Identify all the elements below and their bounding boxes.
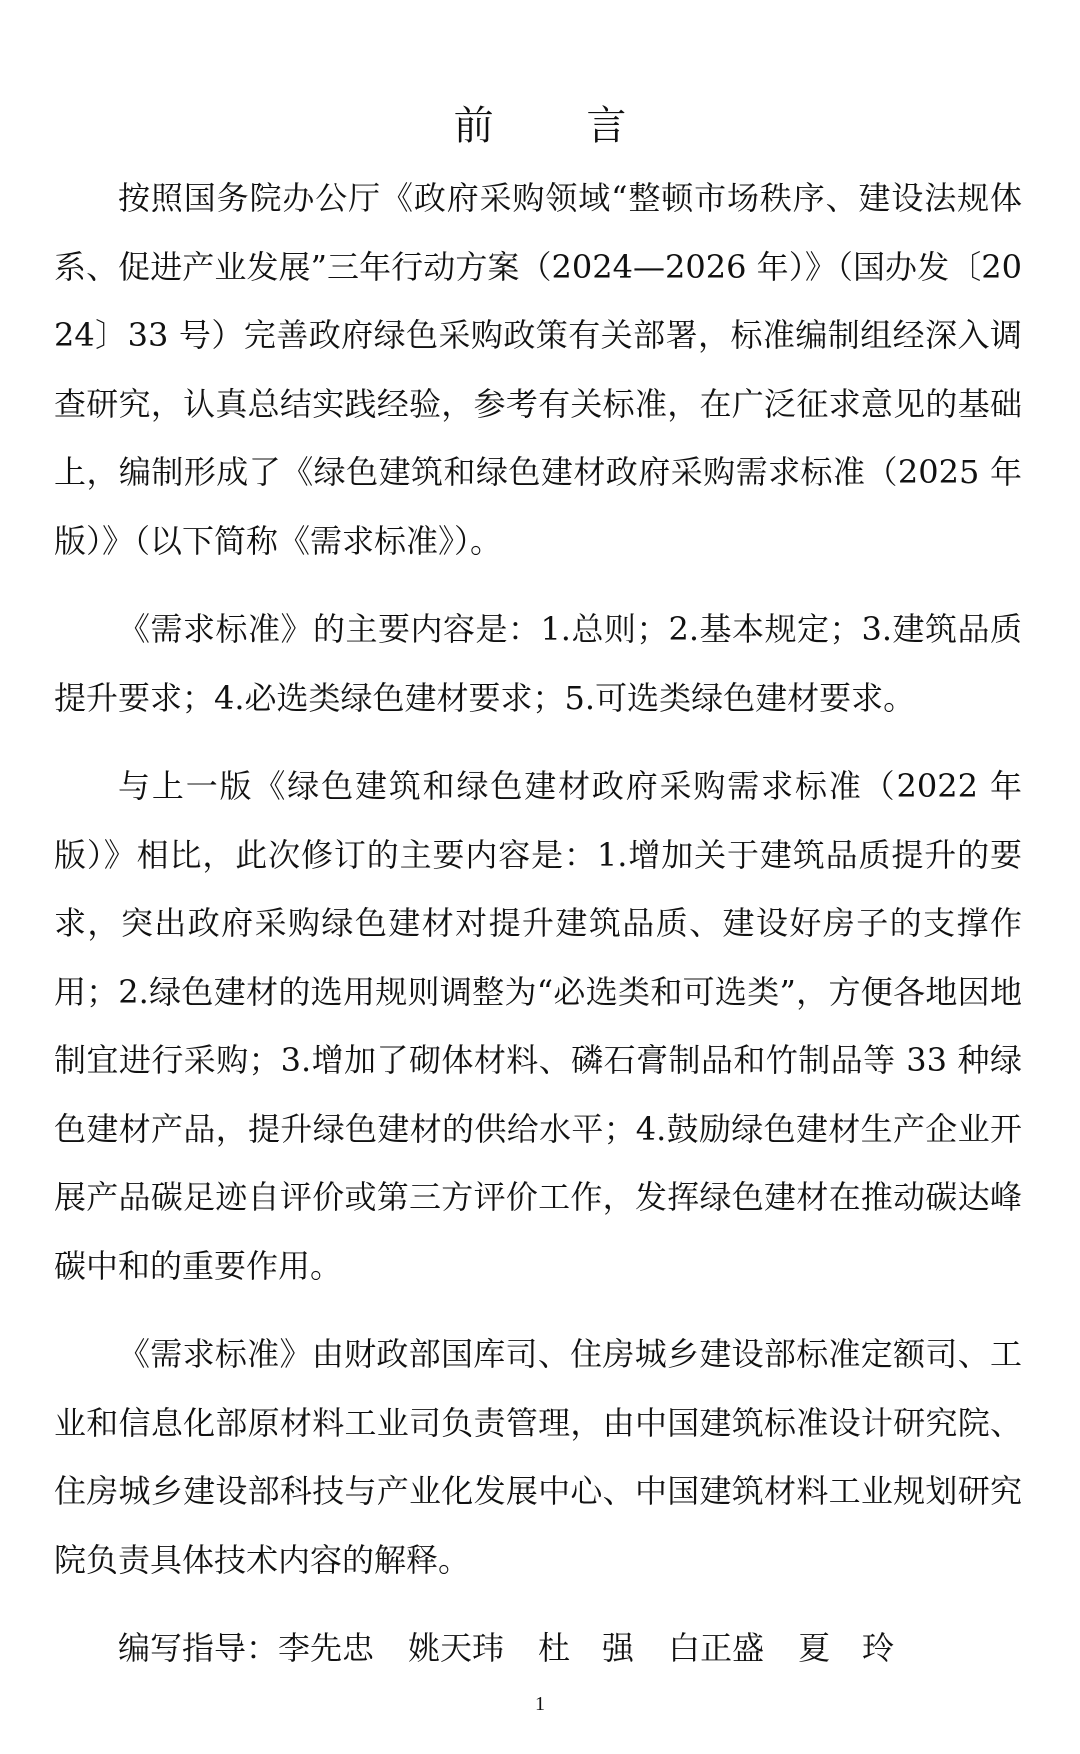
signer-name: 姚天玮 bbox=[408, 1629, 505, 1667]
signer-name: 夏 玲 bbox=[798, 1629, 895, 1667]
paragraph-management: 《需求标准》由财政部国库司、住房城乡建设部标准定额司、工业和信息化部原材料工业司负责管理，由中国建筑标准设计研究院、住房城乡建设部科技与产业化发展中心、中国建筑材料工业规划研究院负责具体技术内容的解释。 bbox=[54, 1335, 1022, 1579]
signers-line bbox=[54, 1614, 1022, 1683]
paragraph-revision: 与上一版《绿色建筑和绿色建材政府采购需求标准（2022 年版）》相比，此次修订的主要内容是：1.增加关于建筑品质提升的要求，突出政府采购绿色建材对提升建筑品质、建设好房子的支撑作用；2.绿色建材的选用规则调整为“必选类和可选类”，方便各地因地制宜进行采购；3.增加了砌体材料、磷石膏制品和竹制品等 33 种绿色建材产品，提升绿色建材的供给水平；4.鼓励绿色建材生产企业开展产品碳足迹自评价或第三方评价工作，发挥绿色建材在推动碳达峰碳中和的重要作用。 bbox=[54, 767, 1022, 1285]
paragraph-basis: 按照国务院办公厅《政府采购领域“整顿市场秩序、建设法规体系、促进产业发展”三年行动方案（2024—2026 年）》（国办发〔2024〕33 号）完善政府绿色采购政策有关部署，标准编制组经深入调查研究，认真总结实践经验，参考有关标准，在广泛征求意见的基础上，编制形成了《绿色建筑和绿色建材政府采购需求标准（2025 年版）》（以下简称《需求标准》）。 bbox=[54, 179, 1022, 560]
signer-name: 杜 强 bbox=[538, 1629, 635, 1667]
page-title: 前 言 bbox=[453, 103, 667, 149]
document-body bbox=[54, 164, 1022, 1703]
paragraph-main-content: 《需求标准》的主要内容是：1.总则；2.基本规定；3.建筑品质提升要求；4.必选类绿色建材要求；5.可选类绿色建材要求。 bbox=[54, 610, 1022, 717]
signers-label: 编写指导： bbox=[118, 1629, 279, 1667]
signer-name: 李先忠 bbox=[278, 1629, 375, 1667]
signer-name: 白正盛 bbox=[668, 1629, 765, 1667]
page-number: 1 bbox=[535, 1693, 545, 1715]
